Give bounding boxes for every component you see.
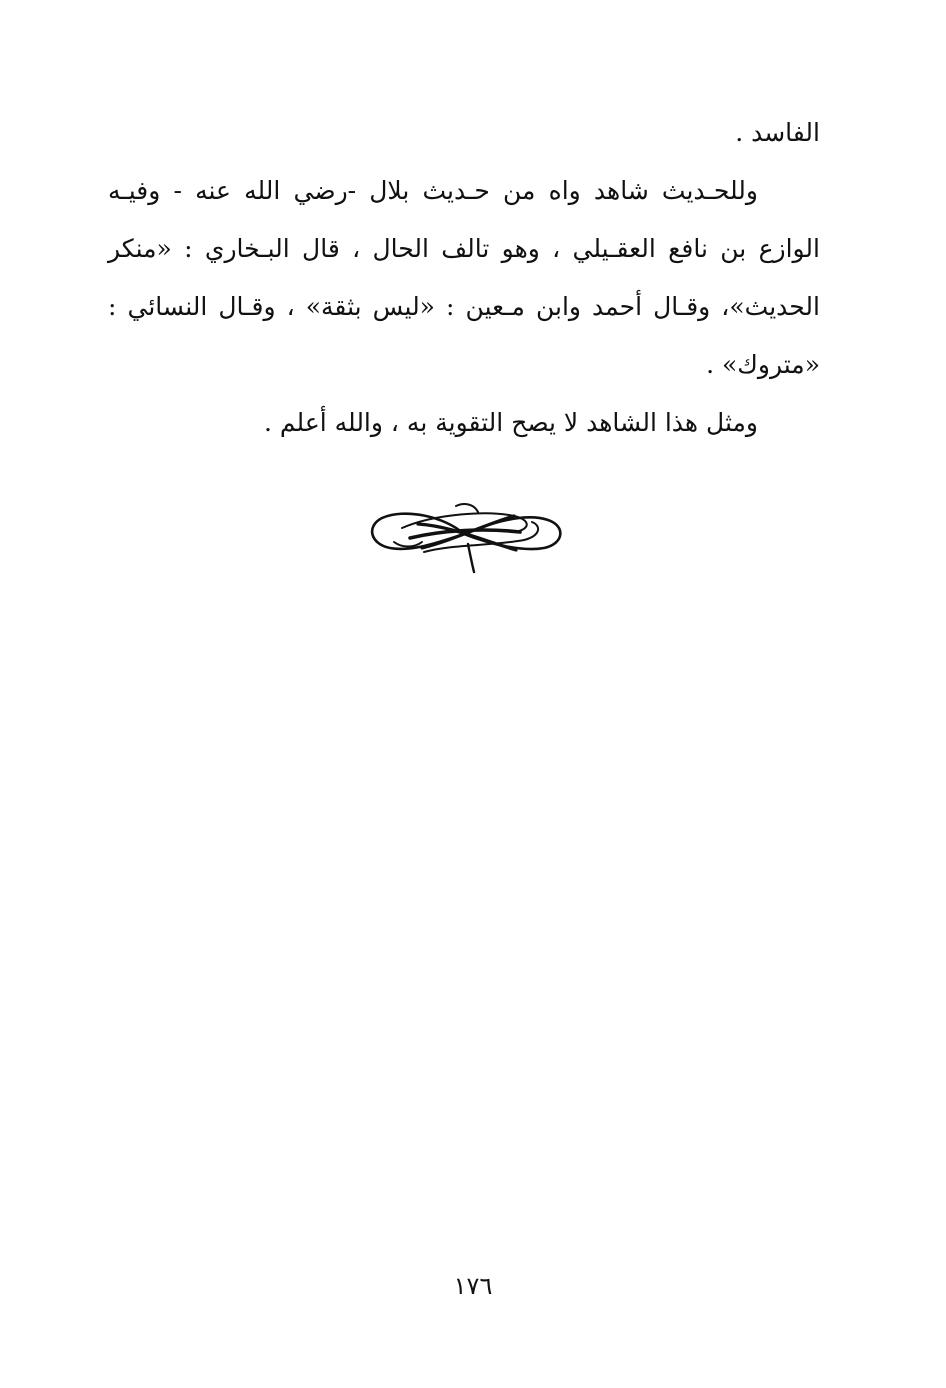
page-number: ١٧٦ [453, 1272, 493, 1300]
text-line-5: «متروك» . [706, 350, 820, 379]
text-line-2: وللحـديث شاهد واه من حـديث بلال -رضي الله عنه - وفيـه [108, 176, 758, 205]
text-line-4: الحديث»، وقـال أحمد وابن مـعين : «ليس بثقة» ، وقـال النسائي : [108, 292, 820, 321]
text-line-1: الفاسد . [735, 118, 820, 147]
body-text [108, 104, 820, 452]
flourish-ornament-icon [364, 494, 568, 576]
text-line-6: ومثل هذا الشاهد لا يصح التقوية به ، والله أعلم . [264, 408, 758, 437]
text-line-3: الوازع بن نافع العقـيلي ، وهو تالف الحال ، قال البـخاري : «منكر [108, 234, 820, 263]
